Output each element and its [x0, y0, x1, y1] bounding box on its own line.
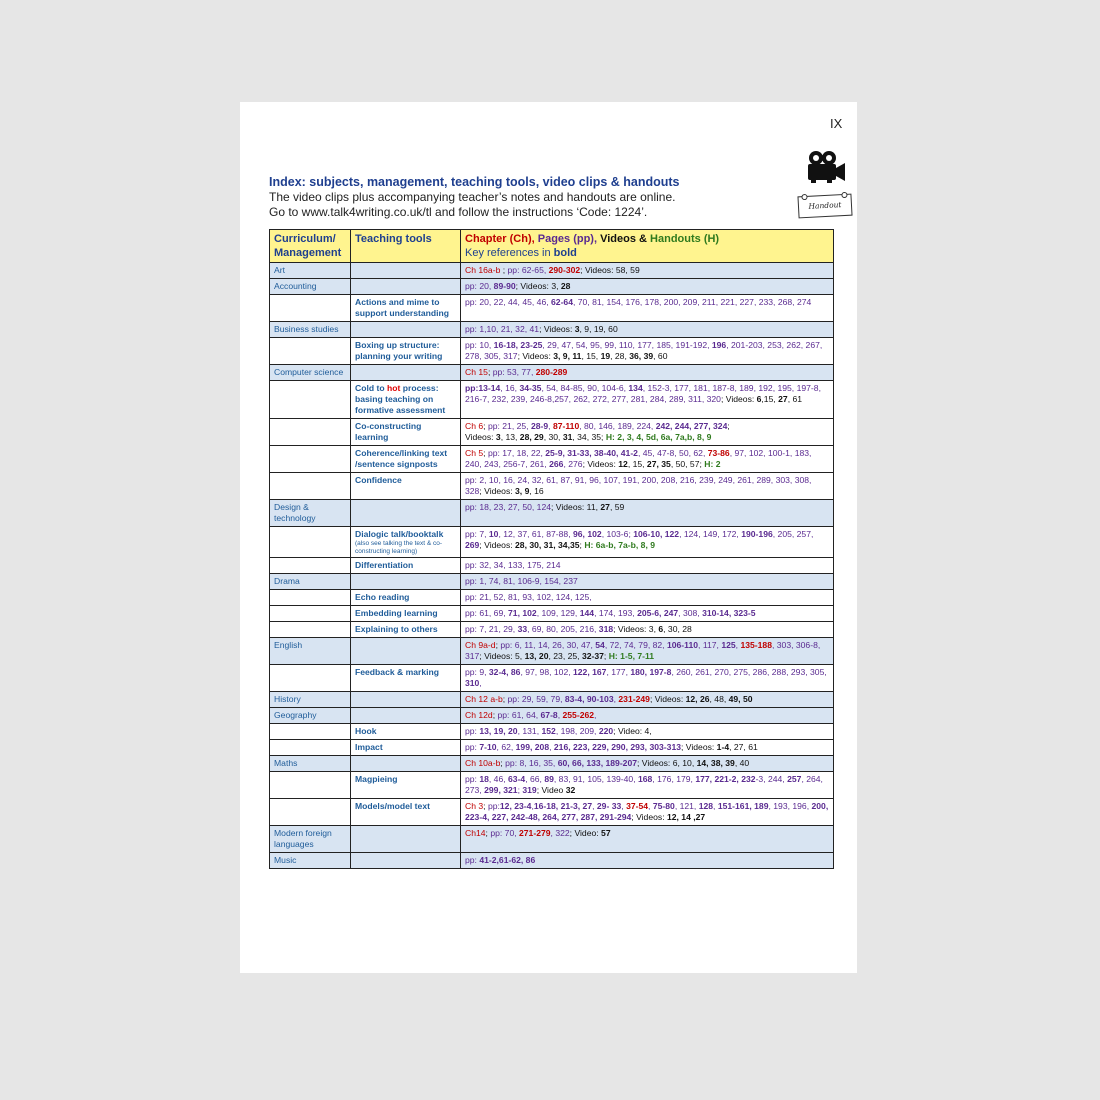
table-row	[270, 724, 834, 740]
teaching-tool-cell: Boxing up structure: planning your writing	[351, 338, 461, 365]
table-row	[270, 665, 834, 692]
subject-cell	[270, 473, 351, 500]
teaching-tool-cell	[351, 692, 461, 708]
subject-cell: English	[270, 638, 351, 665]
table-row	[270, 473, 834, 500]
teaching-tool-cell: Hook	[351, 724, 461, 740]
teaching-tool-cell	[351, 322, 461, 338]
index-table	[269, 229, 834, 869]
references-cell: pp: 21, 52, 81, 93, 102, 124, 125,	[461, 590, 834, 606]
table-row	[270, 574, 834, 590]
handout-icon: Handout	[797, 194, 852, 219]
table-row	[270, 740, 834, 756]
teaching-tool-cell: Differentiation	[351, 558, 461, 574]
references-cell: Ch 12d; pp: 61, 64, 67-8, 255-262,	[461, 708, 834, 724]
table-row	[270, 322, 834, 338]
references-cell: Ch 9a-d; pp: 6, 11, 14, 26, 30, 47, 54, 72, 74, 79, 82, 106-110, 117, 125, 135-188, 303, 306-8, 317; Videos: 5, 13, 20, 23, 25, 32-37; H: 1-5, 7-11	[461, 638, 834, 665]
table-header-row	[270, 230, 834, 263]
subject-cell: Drama	[270, 574, 351, 590]
table-row	[270, 692, 834, 708]
subject-cell: Music	[270, 853, 351, 869]
teaching-tool-cell: Explaining to others	[351, 622, 461, 638]
teaching-tool-cell: Actions and mime to support understanding	[351, 295, 461, 322]
table-row	[270, 799, 834, 826]
teaching-tool-cell	[351, 279, 461, 295]
references-cell: pp: 20, 89-90; Videos: 3, 28	[461, 279, 834, 295]
subject-cell: Maths	[270, 756, 351, 772]
subject-cell	[270, 665, 351, 692]
teaching-tool-cell	[351, 826, 461, 853]
references-cell: Ch 6; pp: 21, 25, 28-9, 87-110, 80, 146, 189, 224, 242, 244, 277, 324; Videos: 3, 13, 28, 29, 30, 31, 34, 35; H: 2, 3, 4, 5d, 6a, 7a,b, 8, 9	[461, 419, 834, 446]
references-cell: pp: 10, 16-18, 23-25, 29, 47, 54, 95, 99, 110, 177, 185, 191-192, 196, 201-203, 253, 262, 267, 278, 305, 317; Videos: 3, 9, 11, 15, 19, 28, 36, 39, 60	[461, 338, 834, 365]
header-handouts: Handouts (H)	[650, 233, 720, 245]
subject-cell: Computer science	[270, 365, 351, 381]
teaching-tool-cell	[351, 574, 461, 590]
page-number: IX	[830, 116, 843, 131]
teaching-tool-cell: Feedback & marking	[351, 665, 461, 692]
table-row	[270, 756, 834, 772]
teaching-tool-cell: Echo reading	[351, 590, 461, 606]
table-row	[270, 590, 834, 606]
references-cell: Ch 16a-b ; pp: 62-65, 290-302; Videos: 58, 59	[461, 263, 834, 279]
header-videos: Videos	[600, 233, 636, 245]
references-cell: pp: 9, 32-4, 86, 97, 98, 102, 122, 167, 177, 180, 197-8, 260, 261, 270, 275, 286, 288, 293, 305, 310,	[461, 665, 834, 692]
subject-cell	[270, 558, 351, 574]
teaching-tool-cell: Cold to hot process: basing teaching on formative assessment	[351, 381, 461, 419]
subject-cell: Design & technology	[270, 500, 351, 527]
teaching-tool-cell	[351, 756, 461, 772]
subject-cell	[270, 724, 351, 740]
teaching-tool-cell: Coherence/linking text /sentence signposts	[351, 446, 461, 473]
references-cell: Ch14; pp: 70, 271-279, 322; Video: 57	[461, 826, 834, 853]
references-cell: Ch 5; pp: 17, 18, 22, 25-9, 31-33, 38-40, 41-2, 45, 47-8, 50, 62, 73-86, 97, 102, 100-1, 183, 240, 243, 256-7, 261, 266, 276; Videos: 12, 15, 27, 35, 50, 57; H: 2	[461, 446, 834, 473]
subject-cell	[270, 606, 351, 622]
subject-cell	[270, 446, 351, 473]
subject-cell	[270, 295, 351, 322]
references-cell: pp: 32, 34, 133, 175, 214	[461, 558, 834, 574]
subject-cell: History	[270, 692, 351, 708]
subject-cell	[270, 799, 351, 826]
teaching-tool-cell: Models/model text	[351, 799, 461, 826]
table-row	[270, 381, 834, 419]
table-row	[270, 365, 834, 381]
subtitle-line-1: The video clips plus accompanying teacher’s notes and handouts are online.	[269, 190, 676, 204]
index-heading	[269, 174, 789, 220]
film-camera-icon	[805, 150, 847, 184]
table-row	[270, 638, 834, 665]
teaching-tool-cell	[351, 708, 461, 724]
subject-cell: Business studies	[270, 322, 351, 338]
subject-cell	[270, 772, 351, 799]
table-row	[270, 826, 834, 853]
references-cell: pp: 1, 74, 81, 106-9, 154, 237	[461, 574, 834, 590]
table-row	[270, 708, 834, 724]
header-pages: Pages (pp),	[537, 233, 598, 245]
teaching-tool-cell: Magpieing	[351, 772, 461, 799]
page-title: Index: subjects, management, teaching tools, video clips & handouts	[269, 175, 680, 189]
references-cell: Ch 15; pp: 53, 77, 280-289	[461, 365, 834, 381]
subject-cell	[270, 740, 351, 756]
teaching-tool-cell	[351, 638, 461, 665]
table-row	[270, 500, 834, 527]
header-teaching-tools: Teaching tools	[351, 230, 461, 263]
teaching-tool-cell	[351, 263, 461, 279]
teaching-tool-cell: Embedding learning	[351, 606, 461, 622]
references-cell: pp: 7, 21, 29, 33, 69, 80, 205, 216, 318; Videos: 3, 6, 30, 28	[461, 622, 834, 638]
references-cell: pp: 2, 10, 16, 24, 32, 61, 87, 91, 96, 107, 191, 200, 208, 216, 239, 249, 261, 289, 303, 308, 328; Videos: 3, 9, 16	[461, 473, 834, 500]
header-curriculum: Curriculum/ Management	[270, 230, 351, 263]
table-row	[270, 853, 834, 869]
subject-cell: Geography	[270, 708, 351, 724]
references-cell: pp: 61, 69, 71, 102, 109, 129, 144, 174, 193, 205-6, 247, 308, 310-14, 323-5	[461, 606, 834, 622]
table-row	[270, 279, 834, 295]
subject-cell	[270, 338, 351, 365]
references-cell: pp: 18, 46, 63-4, 66, 89, 83, 91, 105, 139-40, 168, 176, 179, 177, 221-2, 232-3, 244, 257, 264, 273, 299, 321; 319; Video 32	[461, 772, 834, 799]
index-page	[240, 102, 857, 973]
references-cell: pp: 7-10, 62, 199, 208, 216, 223, 229, 290, 293, 303-313; Videos: 1-4, 27, 61	[461, 740, 834, 756]
table-row	[270, 772, 834, 799]
subject-cell	[270, 381, 351, 419]
table-row	[270, 622, 834, 638]
subject-cell	[270, 622, 351, 638]
table-row	[270, 527, 834, 558]
subject-cell	[270, 527, 351, 558]
references-cell: pp: 1,10, 21, 32, 41; Videos: 3, 9, 19, 60	[461, 322, 834, 338]
references-cell: pp: 13, 19, 20, 131, 152, 198, 209, 220; Video: 4,	[461, 724, 834, 740]
header-bold-note: bold	[553, 247, 577, 259]
header-key-note: Key references in	[465, 247, 551, 259]
table-row	[270, 263, 834, 279]
teaching-tool-cell: Impact	[351, 740, 461, 756]
references-cell: pp:13-14, 16, 34-35, 54, 84-85, 90, 104-6, 134, 152-3, 177, 181, 187-8, 189, 192, 195, 197-8, 216-7, 232, 239, 246-8,257, 262, 272, 277, 281, 284, 289, 311, 320; Videos: 6,15, 27, 61	[461, 381, 834, 419]
subject-cell	[270, 419, 351, 446]
table-row	[270, 419, 834, 446]
table-row	[270, 558, 834, 574]
references-cell: pp: 7, 10, 12, 37, 61, 87-88, 96, 102, 103-6; 106-10, 122, 124, 149, 172, 190-196, 205, 257, 269; Videos: 28, 30, 31, 34,35; H: 6a-b, 7a-b, 8, 9	[461, 527, 834, 558]
subject-cell: Art	[270, 263, 351, 279]
teaching-tool-cell	[351, 853, 461, 869]
table-row	[270, 338, 834, 365]
header-amp: &	[639, 233, 647, 245]
references-cell: pp: 41-2,61-62, 86	[461, 853, 834, 869]
teaching-tool-cell	[351, 365, 461, 381]
table-row	[270, 295, 834, 322]
references-cell: Ch 3; pp:12, 23-4,16-18, 21-3, 27, 29- 33, 37-54, 75-80, 121, 128, 151-161, 189, 193, 196, 200, 223-4, 227, 242-48, 264, 277, 287, 291-294; Videos: 12, 14 ,27	[461, 799, 834, 826]
teaching-tool-cell: Confidence	[351, 473, 461, 500]
table-row	[270, 446, 834, 473]
references-cell: pp: 20, 22, 44, 45, 46, 62-64, 70, 81, 154, 176, 178, 200, 209, 211, 221, 227, 233, 268, 274	[461, 295, 834, 322]
teaching-tool-cell: Co-constructing learning	[351, 419, 461, 446]
references-cell: Ch 12 a-b; pp: 29, 59, 79, 83-4, 90-103, 231-249; Videos: 12, 26, 48, 49, 50	[461, 692, 834, 708]
references-cell: pp: 18, 23, 27, 50, 124; Videos: 11, 27, 59	[461, 500, 834, 527]
subject-cell	[270, 590, 351, 606]
teaching-tool-cell	[351, 500, 461, 527]
references-cell: Ch 10a-b; pp: 8, 16, 35, 60, 66, 133, 189-207; Videos: 6, 10, 14, 38, 39, 40	[461, 756, 834, 772]
subject-cell: Accounting	[270, 279, 351, 295]
subject-cell: Modern foreign languages	[270, 826, 351, 853]
header-chapter: Chapter (Ch),	[465, 233, 535, 245]
teaching-tool-cell: Dialogic talk/booktalk (also see talking the text & co-constructing learning)	[351, 527, 461, 558]
subtitle-line-2: Go to www.talk4writing.co.uk/tl and follow the instructions ‘Code: 1224’.	[269, 205, 648, 219]
table-row	[270, 606, 834, 622]
header-references	[461, 230, 834, 263]
teaching-tool-note: (also see talking the text & co-constructing learning)	[355, 540, 443, 555]
